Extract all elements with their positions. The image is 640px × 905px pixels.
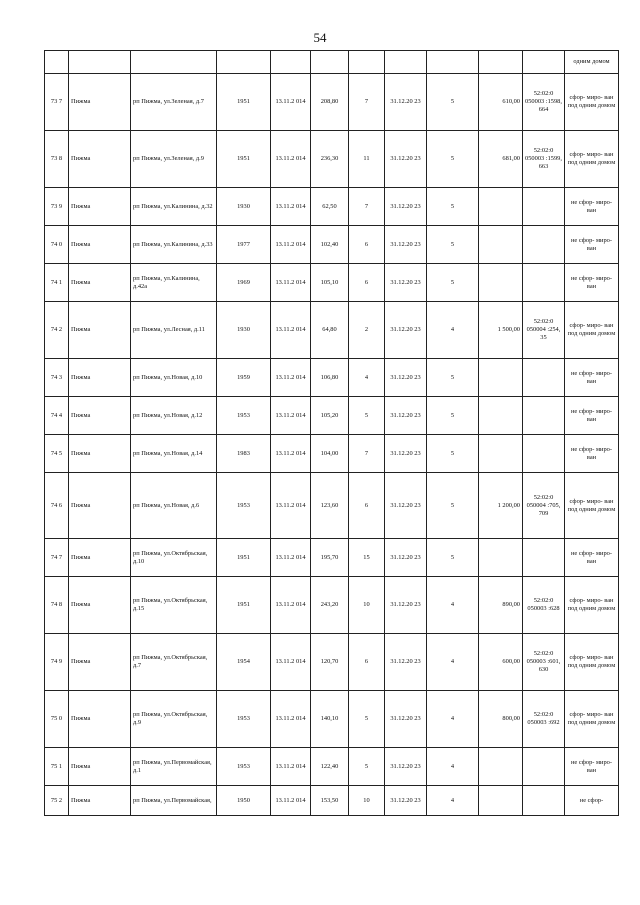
- cell-year: 1930: [217, 302, 271, 359]
- cell-year: 1930: [217, 188, 271, 226]
- cell-year: 1951: [217, 74, 271, 131]
- cell-plan-date: 31.12.20 23: [385, 74, 427, 131]
- cell-plan-date: 31.12.20 23: [385, 691, 427, 748]
- cell-year: 1969: [217, 264, 271, 302]
- cell-count: 5: [349, 397, 385, 435]
- cell-num: 74 9: [45, 634, 69, 691]
- cell-count: 7: [349, 74, 385, 131]
- cell-land-area: 800,00: [479, 691, 523, 748]
- cell-address: рп Пижма, ул.Зеленая, д.7: [131, 74, 217, 131]
- cell-area: [311, 51, 349, 74]
- cell-stage: 5: [427, 188, 479, 226]
- cell-year: 1953: [217, 748, 271, 786]
- cell-land-area: [479, 748, 523, 786]
- table-row: [45, 435, 619, 473]
- cell-status: не сфор- миро- ван: [565, 748, 619, 786]
- table-row: [45, 786, 619, 816]
- cell-settlement: Пижма: [69, 131, 131, 188]
- cell-count: 6: [349, 634, 385, 691]
- cell-plan-date: 31.12.20 23: [385, 359, 427, 397]
- cell-cadastral: 52:02:0 050003 :628: [523, 577, 565, 634]
- cell-count: 6: [349, 473, 385, 539]
- cell-settlement: Пижма: [69, 397, 131, 435]
- cell-date: 13.11.2 014: [271, 634, 311, 691]
- cell-count: 2: [349, 302, 385, 359]
- cell-stage: 4: [427, 748, 479, 786]
- cell-status: не сфор- миро- ван: [565, 188, 619, 226]
- table-row: [45, 264, 619, 302]
- cell-stage: 5: [427, 359, 479, 397]
- cell-year: 1951: [217, 577, 271, 634]
- cell-area: 140,10: [311, 691, 349, 748]
- table-row: [45, 473, 619, 539]
- cell-count: 10: [349, 577, 385, 634]
- cell-area: 208,80: [311, 74, 349, 131]
- cell-year: 1953: [217, 691, 271, 748]
- cell-address: рп Пижма, ул.Новая, д.14: [131, 435, 217, 473]
- cell-settlement: Пижма: [69, 226, 131, 264]
- cell-year: 1959: [217, 359, 271, 397]
- cell-year: [217, 51, 271, 74]
- cell-status: одним домом: [565, 51, 619, 74]
- table-row-continued: [45, 51, 619, 74]
- cell-cadastral: 52:02:0 050003 :1599, 663: [523, 131, 565, 188]
- cell-address: рп Пижма, ул.Калинина, д.42а: [131, 264, 217, 302]
- cell-num: 74 8: [45, 577, 69, 634]
- cell-date: 13.11.2 014: [271, 74, 311, 131]
- cell-land-area: [479, 359, 523, 397]
- cell-settlement: Пижма: [69, 264, 131, 302]
- cell-land-area: [479, 188, 523, 226]
- cell-cadastral: [523, 359, 565, 397]
- cell-address: рп Пижма, ул.Первомайская,: [131, 786, 217, 816]
- cell-num: 74 5: [45, 435, 69, 473]
- cell-count: [349, 51, 385, 74]
- cell-area: 102,40: [311, 226, 349, 264]
- table-row: [45, 226, 619, 264]
- page-number: 54: [313, 30, 327, 45]
- cell-stage: 4: [427, 634, 479, 691]
- cell-stage: 4: [427, 691, 479, 748]
- cell-status: сфор- миро- ван под одним домом: [565, 74, 619, 131]
- cell-num: 74 0: [45, 226, 69, 264]
- cell-stage: [427, 51, 479, 74]
- cell-count: 7: [349, 188, 385, 226]
- cell-count: 6: [349, 226, 385, 264]
- cell-num: 73 8: [45, 131, 69, 188]
- cell-area: 64,80: [311, 302, 349, 359]
- cell-land-area: [479, 539, 523, 577]
- cell-cadastral: 52:02:0 050004 :705, 709: [523, 473, 565, 539]
- cell-num: 74 2: [45, 302, 69, 359]
- cell-area: 105,20: [311, 397, 349, 435]
- cell-cadastral: [523, 51, 565, 74]
- cell-settlement: [69, 51, 131, 74]
- cell-status: не сфор- миро- ван: [565, 359, 619, 397]
- cell-date: 13.11.2 014: [271, 264, 311, 302]
- cell-cadastral: [523, 226, 565, 264]
- cell-plan-date: 31.12.20 23: [385, 435, 427, 473]
- cell-status: не сфор- миро- ван: [565, 397, 619, 435]
- cell-area: 153,50: [311, 786, 349, 816]
- cell-address: рп Пижма, ул.Новая, д.6: [131, 473, 217, 539]
- cell-year: 1977: [217, 226, 271, 264]
- cell-year: 1951: [217, 539, 271, 577]
- cell-count: 6: [349, 264, 385, 302]
- cell-land-area: [479, 51, 523, 74]
- cell-plan-date: 31.12.20 23: [385, 226, 427, 264]
- cell-date: 13.11.2 014: [271, 188, 311, 226]
- cell-settlement: Пижма: [69, 786, 131, 816]
- cell-settlement: Пижма: [69, 691, 131, 748]
- table-row: [45, 302, 619, 359]
- cell-date: 13.11.2 014: [271, 473, 311, 539]
- cell-date: [271, 51, 311, 74]
- cell-address: рп Пижма, ул.Калинина, д.32: [131, 188, 217, 226]
- cell-area: 243,20: [311, 577, 349, 634]
- cell-settlement: Пижма: [69, 539, 131, 577]
- cell-address: рп Пижма, ул.Новая, д.10: [131, 359, 217, 397]
- cell-area: 104,00: [311, 435, 349, 473]
- cell-date: 13.11.2 014: [271, 435, 311, 473]
- cell-count: 15: [349, 539, 385, 577]
- cell-num: 75 1: [45, 748, 69, 786]
- cell-address: рп Пижма, ул.Новая, д.12: [131, 397, 217, 435]
- cell-num: 75 0: [45, 691, 69, 748]
- cell-num: 73 9: [45, 188, 69, 226]
- cell-cadastral: [523, 397, 565, 435]
- cell-stage: 5: [427, 131, 479, 188]
- cell-count: 5: [349, 748, 385, 786]
- cell-status: сфор- миро- ван под одним домом: [565, 577, 619, 634]
- cell-plan-date: 31.12.20 23: [385, 786, 427, 816]
- cell-area: 120,70: [311, 634, 349, 691]
- cell-plan-date: 31.12.20 23: [385, 748, 427, 786]
- cell-cadastral: [523, 435, 565, 473]
- cell-settlement: Пижма: [69, 748, 131, 786]
- table-row: [45, 397, 619, 435]
- cell-stage: 5: [427, 226, 479, 264]
- cell-count: 7: [349, 435, 385, 473]
- cell-area: 195,70: [311, 539, 349, 577]
- cell-stage: 5: [427, 74, 479, 131]
- cell-stage: 4: [427, 786, 479, 816]
- cell-cadastral: 52:02:0 050003 :692: [523, 691, 565, 748]
- cell-count: 4: [349, 359, 385, 397]
- cell-stage: 4: [427, 302, 479, 359]
- cell-status: сфор- миро- ван под одним домом: [565, 302, 619, 359]
- cell-num: 73 7: [45, 74, 69, 131]
- cell-area: 236,30: [311, 131, 349, 188]
- cell-count: 10: [349, 786, 385, 816]
- cell-plan-date: 31.12.20 23: [385, 188, 427, 226]
- cell-settlement: Пижма: [69, 435, 131, 473]
- cell-date: 13.11.2 014: [271, 359, 311, 397]
- cell-status: не сфор- миро- ван: [565, 435, 619, 473]
- cell-num: 75 2: [45, 786, 69, 816]
- cell-num: [45, 51, 69, 74]
- cell-year: 1953: [217, 397, 271, 435]
- cell-address: рп Пижма, ул.Первомайская, д.1: [131, 748, 217, 786]
- cell-year: 1950: [217, 786, 271, 816]
- cell-stage: 4: [427, 577, 479, 634]
- cell-plan-date: [385, 51, 427, 74]
- cell-area: 105,10: [311, 264, 349, 302]
- table-row: [45, 359, 619, 397]
- cell-plan-date: 31.12.20 23: [385, 397, 427, 435]
- cell-year: 1983: [217, 435, 271, 473]
- cell-land-area: [479, 435, 523, 473]
- cell-year: 1954: [217, 634, 271, 691]
- cell-date: 13.11.2 014: [271, 397, 311, 435]
- cell-status: не сфор- миро- ван: [565, 539, 619, 577]
- cell-land-area: 1 200,00: [479, 473, 523, 539]
- housing-registry-table: [44, 50, 619, 816]
- cell-status: не сфор- миро- ван: [565, 264, 619, 302]
- cell-cadastral: 52:02:0 050003 :1598, 664: [523, 74, 565, 131]
- table-row: [45, 691, 619, 748]
- cell-stage: 5: [427, 473, 479, 539]
- cell-status: сфор- миро- ван под одним домом: [565, 473, 619, 539]
- cell-settlement: Пижма: [69, 359, 131, 397]
- cell-area: 122,40: [311, 748, 349, 786]
- cell-settlement: Пижма: [69, 188, 131, 226]
- cell-address: рп Пижма, ул.Октябрьская, д.7: [131, 634, 217, 691]
- cell-area: 62,50: [311, 188, 349, 226]
- cell-num: 74 4: [45, 397, 69, 435]
- cell-count: 11: [349, 131, 385, 188]
- cell-date: 13.11.2 014: [271, 748, 311, 786]
- cell-land-area: [479, 786, 523, 816]
- cell-cadastral: 52:02:0 050004 :254, 35: [523, 302, 565, 359]
- cell-date: 13.11.2 014: [271, 539, 311, 577]
- cell-settlement: Пижма: [69, 577, 131, 634]
- cell-cadastral: 52:02:0 050003 :601, 630: [523, 634, 565, 691]
- cell-plan-date: 31.12.20 23: [385, 539, 427, 577]
- cell-num: 74 1: [45, 264, 69, 302]
- cell-area: 123,60: [311, 473, 349, 539]
- cell-land-area: [479, 397, 523, 435]
- cell-status: не сфор-: [565, 786, 619, 816]
- table-row: [45, 188, 619, 226]
- cell-land-area: 1 500,00: [479, 302, 523, 359]
- cell-land-area: [479, 226, 523, 264]
- cell-address: рп Пижма, ул.Октябрьская, д.10: [131, 539, 217, 577]
- cell-date: 13.11.2 014: [271, 131, 311, 188]
- cell-cadastral: [523, 188, 565, 226]
- cell-address: рп Пижма, ул.Октябрьская, д.15: [131, 577, 217, 634]
- cell-count: 5: [349, 691, 385, 748]
- cell-cadastral: [523, 748, 565, 786]
- cell-cadastral: [523, 786, 565, 816]
- cell-address: рп Пижма, ул.Лесная, д.11: [131, 302, 217, 359]
- cell-num: 74 6: [45, 473, 69, 539]
- cell-address: [131, 51, 217, 74]
- cell-num: 74 7: [45, 539, 69, 577]
- table-row: [45, 74, 619, 131]
- cell-land-area: 610,00: [479, 74, 523, 131]
- cell-settlement: Пижма: [69, 634, 131, 691]
- cell-land-area: [479, 264, 523, 302]
- cell-cadastral: [523, 539, 565, 577]
- cell-date: 13.11.2 014: [271, 226, 311, 264]
- cell-stage: 5: [427, 539, 479, 577]
- cell-year: 1951: [217, 131, 271, 188]
- table-row: [45, 131, 619, 188]
- cell-stage: 5: [427, 397, 479, 435]
- cell-plan-date: 31.12.20 23: [385, 302, 427, 359]
- cell-address: рп Пижма, ул.Октябрьская, д.9: [131, 691, 217, 748]
- cell-stage: 5: [427, 264, 479, 302]
- cell-date: 13.11.2 014: [271, 786, 311, 816]
- cell-status: сфор- миро- ван под одним домом: [565, 131, 619, 188]
- cell-plan-date: 31.12.20 23: [385, 264, 427, 302]
- cell-date: 13.11.2 014: [271, 691, 311, 748]
- cell-address: рп Пижма, ул.Калинина, д.33: [131, 226, 217, 264]
- cell-land-area: 600,00: [479, 634, 523, 691]
- cell-status: сфор- миро- ван под одним домом: [565, 634, 619, 691]
- cell-status: не сфор- миро- ван: [565, 226, 619, 264]
- cell-num: 74 3: [45, 359, 69, 397]
- table-row: [45, 748, 619, 786]
- cell-settlement: Пижма: [69, 74, 131, 131]
- cell-land-area: 681,00: [479, 131, 523, 188]
- cell-address: рп Пижма, ул.Зеленая, д.9: [131, 131, 217, 188]
- table-row: [45, 577, 619, 634]
- cell-date: 13.11.2 014: [271, 577, 311, 634]
- cell-plan-date: 31.12.20 23: [385, 473, 427, 539]
- cell-year: 1953: [217, 473, 271, 539]
- cell-settlement: Пижма: [69, 302, 131, 359]
- cell-land-area: 890,00: [479, 577, 523, 634]
- cell-plan-date: 31.12.20 23: [385, 634, 427, 691]
- table-row: [45, 539, 619, 577]
- cell-stage: 5: [427, 435, 479, 473]
- cell-cadastral: [523, 264, 565, 302]
- table-row: [45, 634, 619, 691]
- cell-status: сфор- миро- ван под одним домом: [565, 691, 619, 748]
- cell-date: 13.11.2 014: [271, 302, 311, 359]
- cell-area: 106,80: [311, 359, 349, 397]
- cell-plan-date: 31.12.20 23: [385, 577, 427, 634]
- cell-settlement: Пижма: [69, 473, 131, 539]
- cell-plan-date: 31.12.20 23: [385, 131, 427, 188]
